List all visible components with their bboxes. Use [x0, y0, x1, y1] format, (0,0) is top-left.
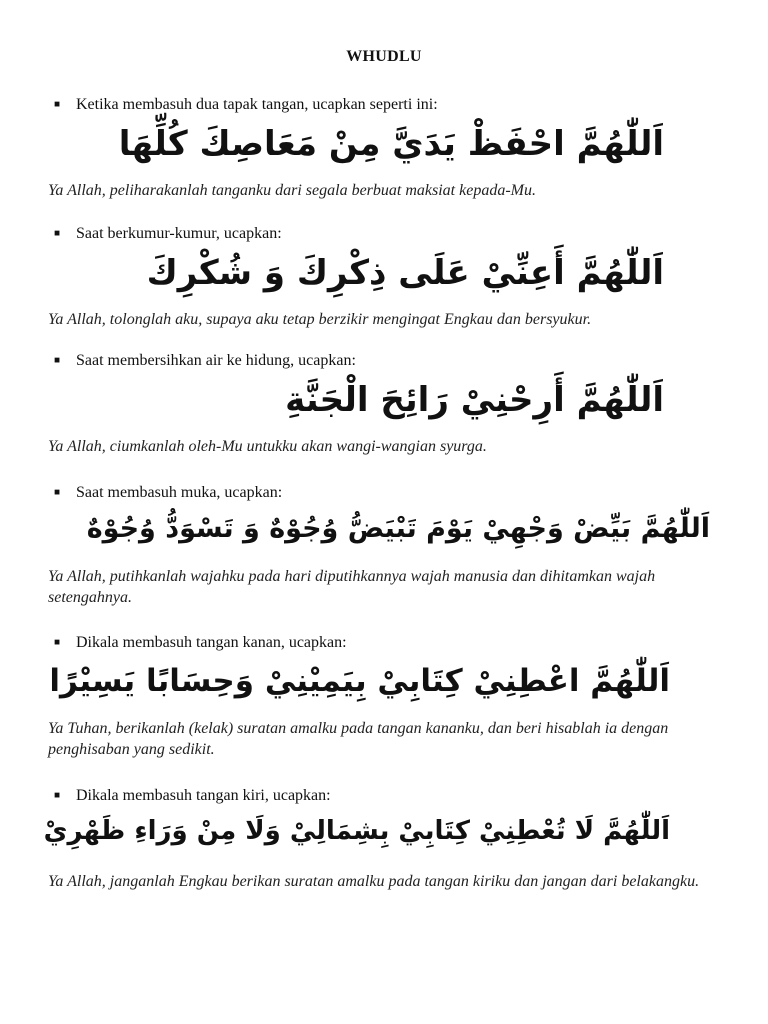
translation-text: Ya Allah, ciumkanlah oleh-Mu untukku akan wangi-wangian syurga. [48, 438, 487, 455]
arabic-prayer: اَللّٰهُمَّ أَرِحْنِيْ رَائِحَ الْجَنَّةِ [285, 380, 664, 420]
arabic-prayer: اَللّٰهُمَّ احْفَظْ يَدَيَّ مِنْ مَعَاصِكَ كُلِّهَا [118, 124, 664, 164]
bullet-square-icon: ■ [54, 487, 61, 498]
translation-text: Ya Allah, janganlah Engkau berikan suratan amalku pada tangan kiriku dan jangan dari belakangku. [48, 873, 700, 890]
translation-text: Ya Allah, putihkanlah wajahku pada hari diputihkannya wajah manusia dan dihitamkan wajah setengahnya. [48, 568, 656, 606]
arabic-prayer: اَللّٰهُمَّ بَيِّضْ وَجْهِيْ يَوْمَ تَبْيَضُّ وُجُوْهٌ وَ تَسْوَدُّ وُجُوْهٌ [86, 513, 710, 544]
instruction-line [54, 787, 331, 805]
instruction-line [54, 634, 347, 652]
bullet-square-icon: ■ [54, 790, 61, 801]
instruction-text: Ketika membasuh dua tapak tangan, ucapkan seperti ini: [76, 96, 438, 113]
instruction-text: Dikala membasuh tangan kanan, ucapkan: [76, 634, 347, 651]
arabic-prayer: اَللّٰهُمَّ لَا تُعْطِنِيْ كِتَابِيْ بِشِمَالِيْ وَلَا مِنْ وَرَاءِ ظَهْرِيْ [43, 816, 670, 846]
instruction-line [54, 352, 356, 370]
instruction-text: Saat membasuh muka, ucapkan: [76, 484, 283, 501]
instruction-line [54, 225, 282, 243]
bullet-square-icon: ■ [54, 99, 61, 110]
instruction-text: Saat membersihkan air ke hidung, ucapkan: [76, 352, 356, 369]
instruction-text: Saat berkumur-kumur, ucapkan: [76, 225, 282, 242]
bullet-square-icon: ■ [54, 228, 61, 239]
translation-text: Ya Allah, peliharakanlah tanganku dari segala berbuat maksiat kepada-Mu. [48, 182, 536, 199]
page-title: WHUDLU [346, 48, 422, 65]
instruction-line [54, 96, 438, 114]
instruction-line [54, 484, 282, 502]
translation-text: Ya Allah, tolonglah aku, supaya aku tetap berzikir mengingat Engkau dan bersyukur. [48, 311, 592, 328]
arabic-prayer: اَللّٰهُمَّ اعْطِنِيْ كِتَابِيْ بِيَمِيْنِيْ وَحِسَابًا يَسِيْرًا [49, 663, 670, 699]
bullet-square-icon: ■ [54, 355, 61, 366]
instruction-text: Dikala membasuh tangan kiri, ucapkan: [76, 787, 331, 804]
bullet-square-icon: ■ [54, 637, 61, 648]
translation-text: Ya Tuhan, berikanlah (kelak) suratan amalku pada tangan kananku, dan beri hisablah ia dengan penghisaban yang sedikit. [48, 720, 669, 758]
arabic-prayer: اَللّٰهُمَّ أَعِنِّيْ عَلَى ذِكْرِكَ وَ شُكْرِكَ [146, 253, 664, 293]
